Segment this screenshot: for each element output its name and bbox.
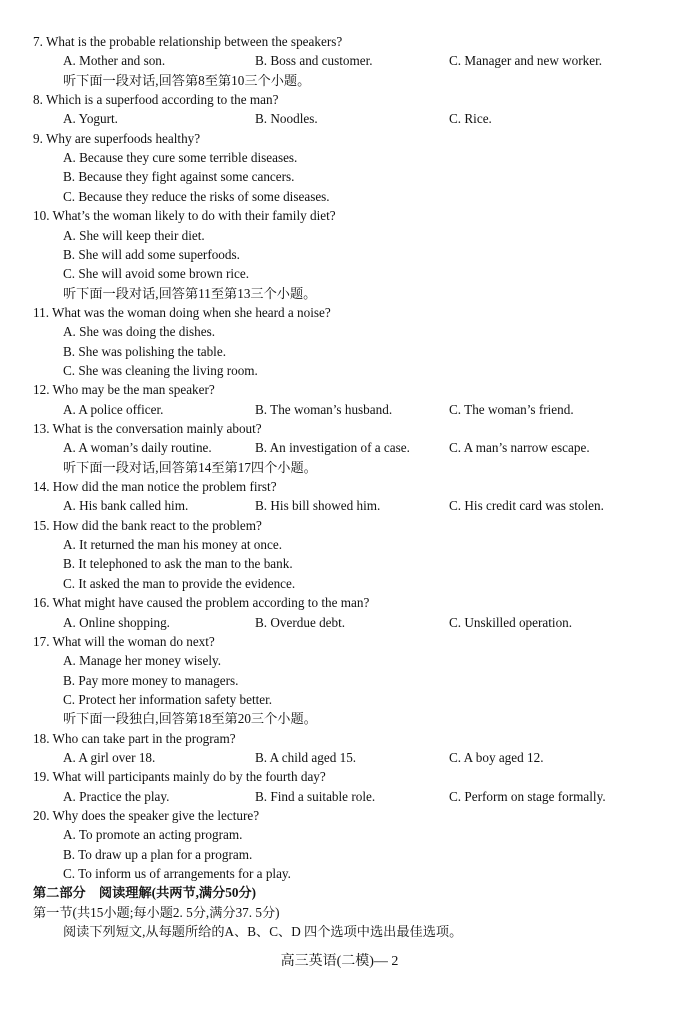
- question-stem: 8. Which is a superfood according to the man?: [33, 92, 279, 108]
- question-stem: 12. Who may be the man speaker?: [33, 382, 215, 398]
- question-stem: 15. How did the bank react to the problem?: [33, 517, 262, 533]
- option-text: C. She was cleaning the living room.: [63, 362, 258, 378]
- question-line: [0, 806, 679, 825]
- option-text: C. It asked the man to provide the evidence.: [63, 575, 296, 591]
- question-line: [0, 129, 679, 148]
- option-text: B. She will add some superfoods.: [63, 246, 240, 262]
- instruction-line: [0, 709, 679, 728]
- question-line: [0, 90, 679, 109]
- option-line: [0, 845, 679, 864]
- option-a: A. Yogurt.: [63, 111, 118, 127]
- option-a: A. A woman’s daily routine.: [63, 440, 212, 456]
- section-title: 第二部分 阅读理解(共两节,满分50分): [33, 885, 257, 901]
- question-stem: 18. Who can take part in the program?: [33, 730, 236, 746]
- options-row: [0, 787, 679, 806]
- option-c: C. Unskilled operation.: [449, 614, 573, 630]
- option-line: [0, 148, 679, 167]
- page-footer: 高三英语(二模)— 2: [280, 954, 399, 969]
- option-text: A. To promote an acting program.: [63, 827, 243, 843]
- option-b: B. Find a suitable role.: [255, 788, 376, 804]
- instruction-text: 阅读下列短文,从每题所给的A、B、C、D 四个选项中选出最佳选项。: [63, 924, 463, 940]
- option-line: [0, 690, 679, 709]
- option-a: A. His bank called him.: [63, 498, 189, 514]
- option-text: B. Because they fight against some cancers.: [63, 169, 295, 185]
- option-text: C. Because they reduce the risks of some diseases.: [63, 188, 330, 204]
- subsection-title: 第一节(共15小题;每小题2. 5分,满分37. 5分): [33, 904, 280, 920]
- option-b: B. Overdue debt.: [255, 614, 346, 630]
- options-row: [0, 496, 679, 515]
- question-line: [0, 632, 679, 651]
- option-c: C. His credit card was stolen.: [449, 498, 604, 514]
- option-c: C. The woman’s friend.: [449, 401, 574, 417]
- option-text: A. It returned the man his money at once.: [63, 537, 282, 553]
- instruction-line: [0, 458, 679, 477]
- options-row: [0, 51, 679, 70]
- option-text: A. She was doing the dishes.: [63, 324, 216, 340]
- option-text: B. Pay more money to managers.: [63, 672, 239, 688]
- option-line: [0, 574, 679, 593]
- question-stem: 11. What was the woman doing when she heard a noise?: [33, 304, 331, 320]
- option-text: A. She will keep their diet.: [63, 227, 205, 243]
- question-stem: 17. What will the woman do next?: [33, 633, 215, 649]
- instruction-text: 听下面一段对话,回答第11至第13三个小题。: [63, 285, 317, 301]
- instruction-text: 听下面一段独白,回答第18至第20三个小题。: [63, 711, 317, 727]
- option-b: B. His bill showed him.: [255, 498, 381, 514]
- question-line: [0, 419, 679, 438]
- question-line: [0, 477, 679, 496]
- option-text: B. It telephoned to ask the man to the bank.: [63, 556, 293, 572]
- option-text: B. To draw up a plan for a program.: [63, 846, 253, 862]
- option-a: A. A girl over 18.: [63, 749, 156, 765]
- options-row: [0, 438, 679, 457]
- option-b: B. A child aged 15.: [255, 749, 357, 765]
- option-text: A. Manage her money wisely.: [63, 653, 222, 669]
- option-c: C. Rice.: [449, 111, 492, 127]
- option-line: [0, 245, 679, 264]
- options-row: [0, 613, 679, 632]
- option-line: [0, 535, 679, 554]
- option-line: [0, 167, 679, 186]
- question-line: [0, 593, 679, 612]
- instruction-text: 听下面一段对话,回答第8至第10三个小题。: [63, 72, 311, 88]
- option-a: A. Mother and son.: [63, 53, 166, 69]
- option-text: C. Protect her information safety better.: [63, 691, 273, 707]
- question-stem: 10. What’s the woman likely to do with their family diet?: [33, 208, 336, 224]
- option-line: [0, 361, 679, 380]
- question-line: [0, 767, 679, 786]
- option-line: [0, 825, 679, 844]
- question-line: [0, 206, 679, 225]
- option-line: [0, 651, 679, 670]
- question-stem: 20. Why does the speaker give the lecture?: [33, 808, 260, 823]
- question-line: [0, 32, 679, 51]
- option-text: B. She was polishing the table.: [63, 343, 226, 359]
- option-b: B. The woman’s husband.: [255, 401, 393, 417]
- instruction-line: [0, 284, 679, 303]
- question-stem: 14. How did the man notice the problem first?: [33, 479, 277, 495]
- options-row: [0, 748, 679, 767]
- question-line: [0, 516, 679, 535]
- instruction-text: 听下面一段对话,回答第14至第17四个小题。: [63, 459, 317, 475]
- instruction-line: [0, 71, 679, 90]
- section-heading: [0, 883, 679, 902]
- question-line: [0, 303, 679, 322]
- question-stem: 7. What is the probable relationship between the speakers?: [33, 34, 343, 49]
- question-stem: 13. What is the conversation mainly about?: [33, 421, 262, 436]
- option-line: [0, 264, 679, 283]
- options-row: [0, 109, 679, 128]
- instruction-line: [0, 922, 679, 941]
- option-text: C. To inform us of arrangements for a play.: [63, 866, 291, 882]
- option-line: [0, 187, 679, 206]
- option-line: [0, 342, 679, 361]
- option-line: [0, 671, 679, 690]
- option-line: [0, 226, 679, 245]
- option-text: A. Because they cure some terrible diseases.: [63, 150, 298, 166]
- option-a: A. A police officer.: [63, 401, 164, 417]
- question-stem: 16. What might have caused the problem according to the man?: [33, 595, 370, 611]
- options-row: [0, 400, 679, 419]
- option-line: [0, 322, 679, 341]
- question-line: [0, 380, 679, 399]
- option-line: [0, 554, 679, 573]
- option-c: C. A boy aged 12.: [449, 749, 544, 765]
- option-b: B. Noodles.: [255, 111, 318, 127]
- option-a: A. Practice the play.: [63, 788, 170, 804]
- option-a: A. Online shopping.: [63, 614, 170, 630]
- question-stem: 9. Why are superfoods healthy?: [33, 130, 201, 146]
- option-line: [0, 864, 679, 883]
- option-c: C. Perform on stage formally.: [449, 788, 606, 804]
- question-line: [0, 729, 679, 748]
- option-text: C. She will avoid some brown rice.: [63, 266, 250, 282]
- question-stem: 19. What will participants mainly do by the fourth day?: [33, 769, 326, 785]
- option-c: C. A man’s narrow escape.: [449, 440, 590, 456]
- option-c: C. Manager and new worker.: [449, 53, 603, 69]
- option-b: B. An investigation of a case.: [255, 440, 410, 456]
- option-b: B. Boss and customer.: [255, 53, 373, 69]
- subsection-heading: [0, 903, 679, 922]
